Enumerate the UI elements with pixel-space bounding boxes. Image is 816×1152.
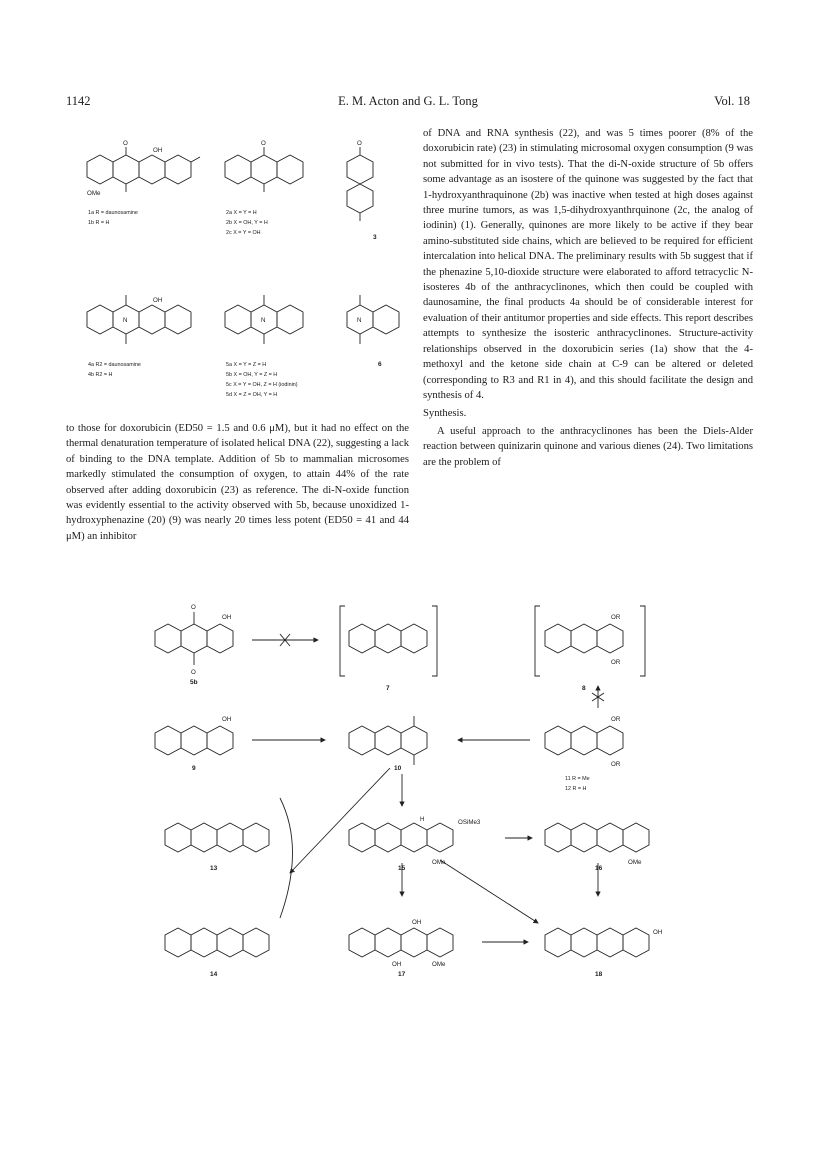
atom-or: OR xyxy=(611,716,621,723)
atom-h: H xyxy=(420,816,425,823)
atom-oh: OH xyxy=(153,297,163,304)
compound-7 xyxy=(340,606,437,676)
compound-10 xyxy=(349,716,427,765)
legend-1a: 1a R = daunosamine xyxy=(88,210,138,216)
atom-o: O xyxy=(261,140,266,147)
atom-oh: OH xyxy=(153,147,163,154)
structure-6 xyxy=(347,295,399,344)
atom-n: N xyxy=(357,317,362,324)
atom-ome: OMe xyxy=(628,859,642,866)
compound-15 xyxy=(349,823,453,852)
arrow-10-13-14 xyxy=(290,768,390,873)
legend-4a: 4a R2 = daunosamine xyxy=(88,362,141,368)
compound-9 xyxy=(155,726,233,755)
atom-o: O xyxy=(123,140,128,147)
atom-n: N xyxy=(261,317,266,324)
volume-label: Vol. 18 xyxy=(714,94,750,108)
compound-number-6: 6 xyxy=(378,361,382,368)
compound-11-12 xyxy=(545,726,623,755)
arrow-15-18 xyxy=(440,860,538,923)
legend-5c: 5c X = Y = OH, Z = H (iodinin) xyxy=(226,382,298,388)
page-number: 1142 xyxy=(66,94,91,108)
compound-number-3: 3 xyxy=(373,234,377,241)
atom-oh: OH xyxy=(222,716,232,723)
compound-8 xyxy=(535,606,645,676)
compound-14 xyxy=(165,928,269,957)
atom-oh: OH xyxy=(653,929,663,936)
structures-figure-top xyxy=(70,125,415,415)
atom-o: O xyxy=(191,604,196,611)
atom-oh: OH xyxy=(392,961,402,968)
label-17: 17 xyxy=(398,971,406,978)
label-8: 8 xyxy=(582,685,586,692)
atom-oh: OH xyxy=(412,919,422,926)
section-heading: Synthesis. xyxy=(423,408,467,420)
legend-5a: 5a X = Y = Z = H xyxy=(226,362,267,368)
compound-17 xyxy=(349,928,453,957)
right-column-text xyxy=(423,126,753,470)
atom-osime3: OSiMe3 xyxy=(458,819,481,826)
atom-n: N xyxy=(123,317,128,324)
label-9: 9 xyxy=(192,765,196,772)
legend-4b: 4b R2 = H xyxy=(88,372,113,378)
left-column-text xyxy=(66,421,409,544)
atom-or: OR xyxy=(611,659,621,666)
label-7: 7 xyxy=(386,685,390,692)
atom-ome: OMe xyxy=(87,190,101,197)
legend-2b: 2b X = OH, Y = H xyxy=(226,220,268,226)
paragraph: to those for doxorubicin (ED50 = 1.5 and 0.6 μM), but it had no effect on the thermal denaturation temperature of isolated helical DNA (22), suggesting a lack of binding to the DNA template. Addition of 5b to mammalian microsomes markedly stimulated the consumption of oxygen, to attain 44% of the rate observed after adding doxorubicin (23) as reference. The di-N-oxide function was evidently essential to the activity observed with 5b, because unoxidized 1-hydroxyphenazine (20) (9) was nearly 20 times less potent (ED50 = 41 and 44 μM) an inhibitor xyxy=(66,423,409,542)
atom-ome: OMe xyxy=(432,859,446,866)
compound-13 xyxy=(165,823,269,852)
legend-1b: 1b R = H xyxy=(88,220,110,226)
label-16: 16 xyxy=(595,865,603,872)
structure-3 xyxy=(347,147,373,221)
label-15: 15 xyxy=(398,865,406,872)
atom-or: OR xyxy=(611,761,621,768)
brace xyxy=(280,798,293,918)
label-5b: 5b xyxy=(190,679,198,686)
legend-2a: 2a X = Y = H xyxy=(226,210,257,216)
structure-1 xyxy=(87,147,200,192)
reaction-scheme xyxy=(140,598,700,1008)
label-12: 12 R = H xyxy=(565,786,587,792)
atom-o: O xyxy=(357,140,362,147)
atom-o: O xyxy=(191,669,196,676)
structure-4 xyxy=(87,295,191,344)
compound-16 xyxy=(545,823,649,852)
running-head-authors: E. M. Acton and G. L. Tong xyxy=(338,94,478,108)
atom-or: OR xyxy=(611,614,621,621)
label-13: 13 xyxy=(210,865,218,872)
legend-2c: 2c X = Y = OH xyxy=(226,230,261,236)
label-11: 11 R = Me xyxy=(565,776,590,782)
atom-ome: OMe xyxy=(432,961,446,968)
compound-18 xyxy=(545,928,649,957)
label-18: 18 xyxy=(595,971,603,978)
label-14: 14 xyxy=(210,971,218,978)
label-10: 10 xyxy=(394,765,402,772)
paragraph: of DNA and RNA synthesis (22), and was 5 times poorer (8% of the doxorubicin rate) (23) in stimulating microsomal oxygen consumption (9 was not submitted for in vivo tests). That the di-N-oxide structure of 5b offers some advantage as an isostere of the quinone was suggested by the fact that 1-hydroxyanthraquinone (2b) was inactive when tested at high doses against three murine tumors, as was 1,5-dihydroxyanthrquinone (2c, the analog of iodinin) (1). Generally, quinones are more likely to be active if they bear amino-substituted side chains, which are believed to be required for efficient intercalation into helical DNA. The preliminary results with 5b suggest that if the phenazine 5,10-dioxide structure were elaborated to afford tetracyclic N-isosteres 4b of the anthracyclinones, which then could be coupled with daunosamine, the final products 4a should be of considerable interest for evaluation of their antitumor properties and side effects. This report describes attempts to synthesize the isosteric anthracyclinones. Structure-activity relationships observed in the doxorubicin series (1a) show that the 4-methoxyl and the ketone side chain at C-9 can be altered or deleted (corresponding to R3 and R1 in 4), and this should facilitate the design and synthesis of 4. xyxy=(423,128,753,401)
structure-2 xyxy=(225,147,303,192)
legend-5b: 5b X = OH, Y = Z = H xyxy=(226,372,278,378)
atom-oh: OH xyxy=(222,614,232,621)
legend-5d: 5d X = Z = OH, Y = H xyxy=(226,392,278,398)
paragraph: A useful approach to the anthracyclinones has been the Diels-Alder reaction between quinizarin quinone and various dienes (24). Two limitations are the problem of xyxy=(423,425,753,468)
